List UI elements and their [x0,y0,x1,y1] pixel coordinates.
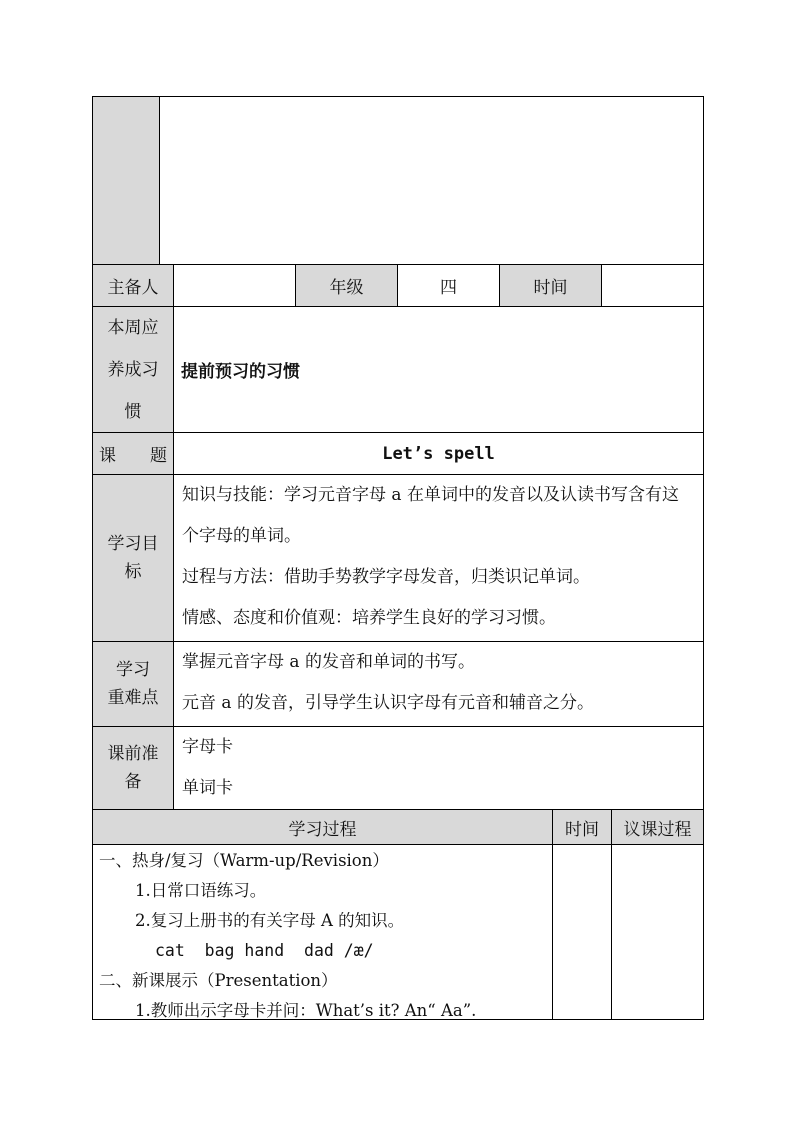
objectives-label-line: 学习目 [107,534,159,554]
top-blank-row [93,97,704,265]
planner-label: 主备人 [93,265,174,306]
habit-label [93,307,174,432]
process-header: 学习过程 [93,810,553,844]
key-points-label-line: 重难点 [107,688,159,708]
preparation-line: 单词卡 [182,778,233,798]
process-line: 二、新课展示（Presentation） [99,971,338,990]
habit-value-cell [174,307,704,432]
preparation-line: 字母卡 [182,737,233,757]
preparation-row [93,727,704,810]
process-review-cell [612,845,704,1019]
objective-line: 个字母的单词。 [182,526,301,546]
process-line: 1.教师出示字母卡并问：What’s it? An“ Aa”. [135,1001,477,1020]
planner-value [174,265,296,306]
key-points-row [93,642,704,727]
grade-value: 四 [398,265,500,306]
habit-label-line: 养成习 [107,359,159,380]
habit-label-line: 惯 [124,401,142,422]
objectives-label-line: 标 [124,562,142,582]
process-review-header: 议课过程 [612,810,704,844]
objective-line: 情感、态度和价值观：培养学生良好的学习习惯。 [182,608,556,628]
preparation-label [93,727,174,809]
objective-line: 知识与技能：学习元音字母 a 在单词中的发音以及认读书写含有这 [182,485,679,505]
key-points-label [93,642,174,726]
time-label: 时间 [500,265,602,306]
process-line: 2.复习上册书的有关字母 A 的知识。 [135,911,405,930]
preparation-content [174,727,704,809]
habit-row [93,307,704,433]
process-line: cat bag hand dad /æ/ [155,941,374,960]
info-row [93,265,704,307]
process-time-cell [553,845,612,1019]
process-line: 1.日常口语练习。 [135,881,267,900]
topic-value: Let’s spell [174,433,704,474]
grade-label: 年级 [296,265,398,306]
key-point-line: 掌握元音字母 a 的发音和单词的书写。 [182,652,475,672]
top-blank-content-cell [160,97,704,264]
objective-line: 过程与方法：借助手势教学字母发音，归类识记单词。 [182,567,590,587]
top-blank-label-cell [93,97,160,264]
key-points-content [174,642,704,726]
habit-label-line: 本周应 [107,317,159,338]
topic-label: 课 题 [93,433,174,474]
time-value [602,265,704,306]
process-line: 一、热身/复习（Warm-up/Revision） [99,851,389,870]
objectives-label [93,475,174,641]
key-point-line: 元音 a 的发音，引导学生认识字母有元音和辅音之分。 [182,693,594,713]
key-points-label-line: 学习 [116,660,150,680]
process-header-row [93,810,704,845]
objectives-row [93,475,704,642]
process-body-row [93,845,704,1020]
topic-row [93,433,704,475]
preparation-label-line: 备 [124,772,142,792]
process-content [93,845,553,1019]
objectives-content [174,475,704,641]
lesson-plan-table [92,96,704,1020]
habit-value: 提前预习的习惯 [181,362,300,382]
preparation-label-line: 课前准 [107,744,159,764]
process-time-header: 时间 [553,810,612,844]
